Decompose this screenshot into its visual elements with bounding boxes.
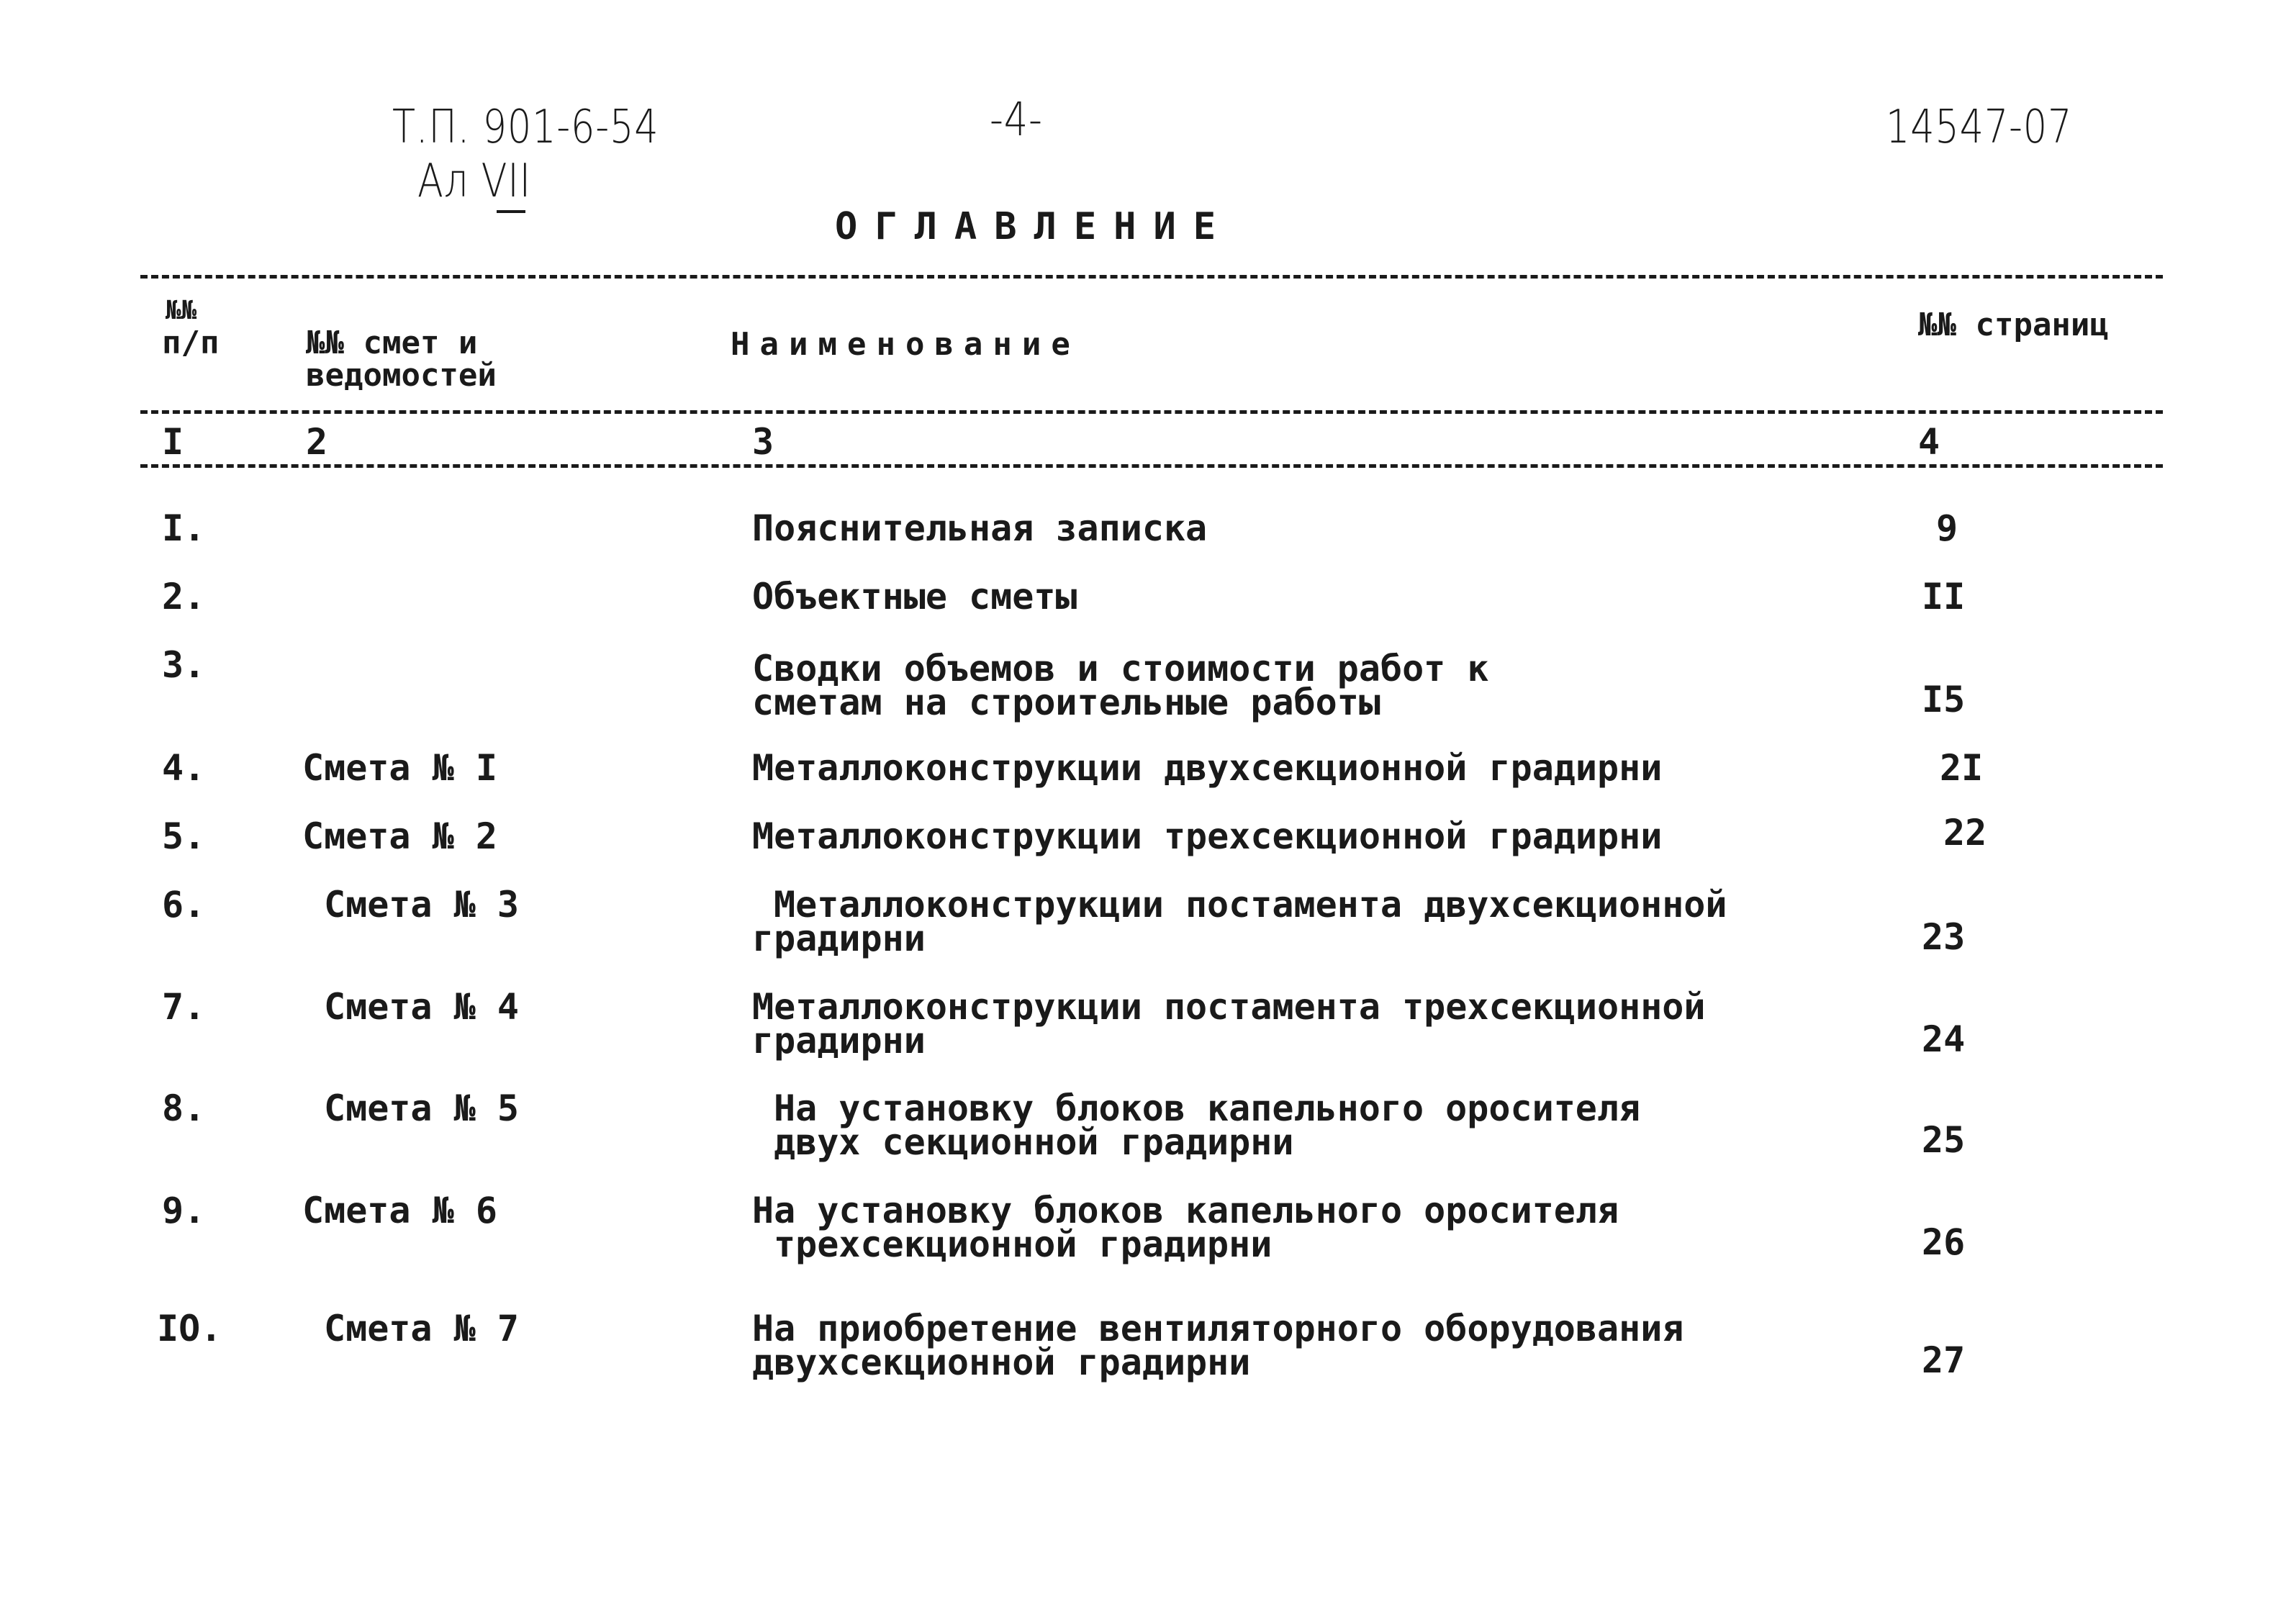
row-5-num: 5. bbox=[162, 815, 206, 857]
row-8-name-line-2: двух секционной градирни bbox=[774, 1121, 1294, 1163]
row-5-estimate: Смета № 2 bbox=[302, 815, 497, 857]
row-3-name-line-2: сметам на строительные работы bbox=[752, 682, 1380, 723]
row-3-name-line-1: Сводки объемов и стоимости работ к bbox=[752, 648, 1489, 689]
album-underline bbox=[497, 210, 525, 213]
col-header-estimate-1: №№ смет и bbox=[306, 325, 478, 361]
row-1-page: 9 bbox=[1936, 507, 1958, 549]
row-7-num: 7. bbox=[162, 986, 206, 1028]
row-6-estimate: Смета № 3 bbox=[324, 884, 519, 926]
row-10-name-line-2: двухсекционной градирни bbox=[752, 1342, 1251, 1383]
row-7-page: 24 bbox=[1922, 1018, 1966, 1060]
row-5-page: 22 bbox=[1943, 812, 1987, 854]
row-10-name-line-1: На приобретение вентиляторного оборудования bbox=[752, 1308, 1684, 1349]
row-7-name-line-2: градирни bbox=[752, 1020, 926, 1062]
row-8-name-line-1: На установку блоков капельного оросителя bbox=[774, 1087, 1641, 1129]
col-number-3: 3 bbox=[752, 421, 774, 463]
row-1-num: I. bbox=[162, 507, 206, 549]
album-number: Ал VII bbox=[417, 155, 531, 208]
row-6-name-line-2: градирни bbox=[752, 918, 926, 959]
archive-number: 14547-07 bbox=[1886, 101, 2073, 154]
col-header-num-2: п/п bbox=[162, 325, 220, 361]
row-2-name: Объектные сметы bbox=[752, 576, 1077, 618]
row-8-page: 25 bbox=[1922, 1119, 1966, 1161]
row-4-num: 4. bbox=[162, 747, 206, 789]
row-8-estimate: Смета № 5 bbox=[324, 1087, 519, 1129]
row-5-name: Металлоконструкции трехсекционной градирни bbox=[752, 815, 1663, 857]
col-header-name: Наименование bbox=[731, 326, 1080, 363]
row-6-page: 23 bbox=[1922, 916, 1966, 958]
row-9-estimate: Смета № 6 bbox=[302, 1190, 497, 1231]
row-4-estimate: Смета № I bbox=[302, 747, 497, 789]
header-bottom-rule bbox=[140, 410, 2163, 414]
doc-code: Т.П. 901-6-54 bbox=[392, 101, 659, 154]
row-8-num: 8. bbox=[162, 1087, 206, 1129]
row-9-name-line-1: На установку блоков капельного оросителя bbox=[752, 1190, 1619, 1231]
page-number: -4- bbox=[990, 94, 1043, 147]
col-header-pages: №№ страниц bbox=[1918, 307, 2109, 343]
col-header-num-1: №№ bbox=[166, 296, 197, 325]
row-4-page: 2I bbox=[1940, 747, 1984, 789]
row-10-page: 27 bbox=[1922, 1339, 1966, 1381]
table-top-rule bbox=[140, 275, 2163, 279]
row-3-page: I5 bbox=[1922, 679, 1966, 720]
col-header-estimate-2: ведомостей bbox=[306, 357, 497, 394]
row-10-num: IO. bbox=[157, 1308, 222, 1349]
row-9-page: 26 bbox=[1922, 1221, 1966, 1263]
col-number-1: I bbox=[162, 421, 184, 463]
col-number-4: 4 bbox=[1918, 421, 1940, 463]
row-9-num: 9. bbox=[162, 1190, 206, 1231]
row-7-name-line-1: Металлоконструкции постамента трехсекционной bbox=[752, 986, 1706, 1028]
page-title: ОГЛАВЛЕНИЕ bbox=[835, 205, 1234, 248]
row-2-num: 2. bbox=[162, 576, 206, 618]
row-6-num: 6. bbox=[162, 884, 206, 926]
row-9-name-line-2: трехсекционной градирни bbox=[774, 1223, 1273, 1265]
row-6-name-line-1: Металлоконструкции постамента двухсекционной bbox=[774, 884, 1727, 926]
row-7-estimate: Смета № 4 bbox=[324, 986, 519, 1028]
row-1-name: Пояснительная записка bbox=[752, 507, 1208, 549]
column-numbers-rule bbox=[140, 464, 2163, 468]
row-4-name: Металлоконструкции двухсекционной градирни bbox=[752, 747, 1663, 789]
row-2-page: II bbox=[1922, 576, 1966, 618]
col-number-2: 2 bbox=[306, 421, 328, 463]
row-3-num: 3. bbox=[162, 644, 206, 686]
row-10-estimate: Смета № 7 bbox=[324, 1308, 519, 1349]
